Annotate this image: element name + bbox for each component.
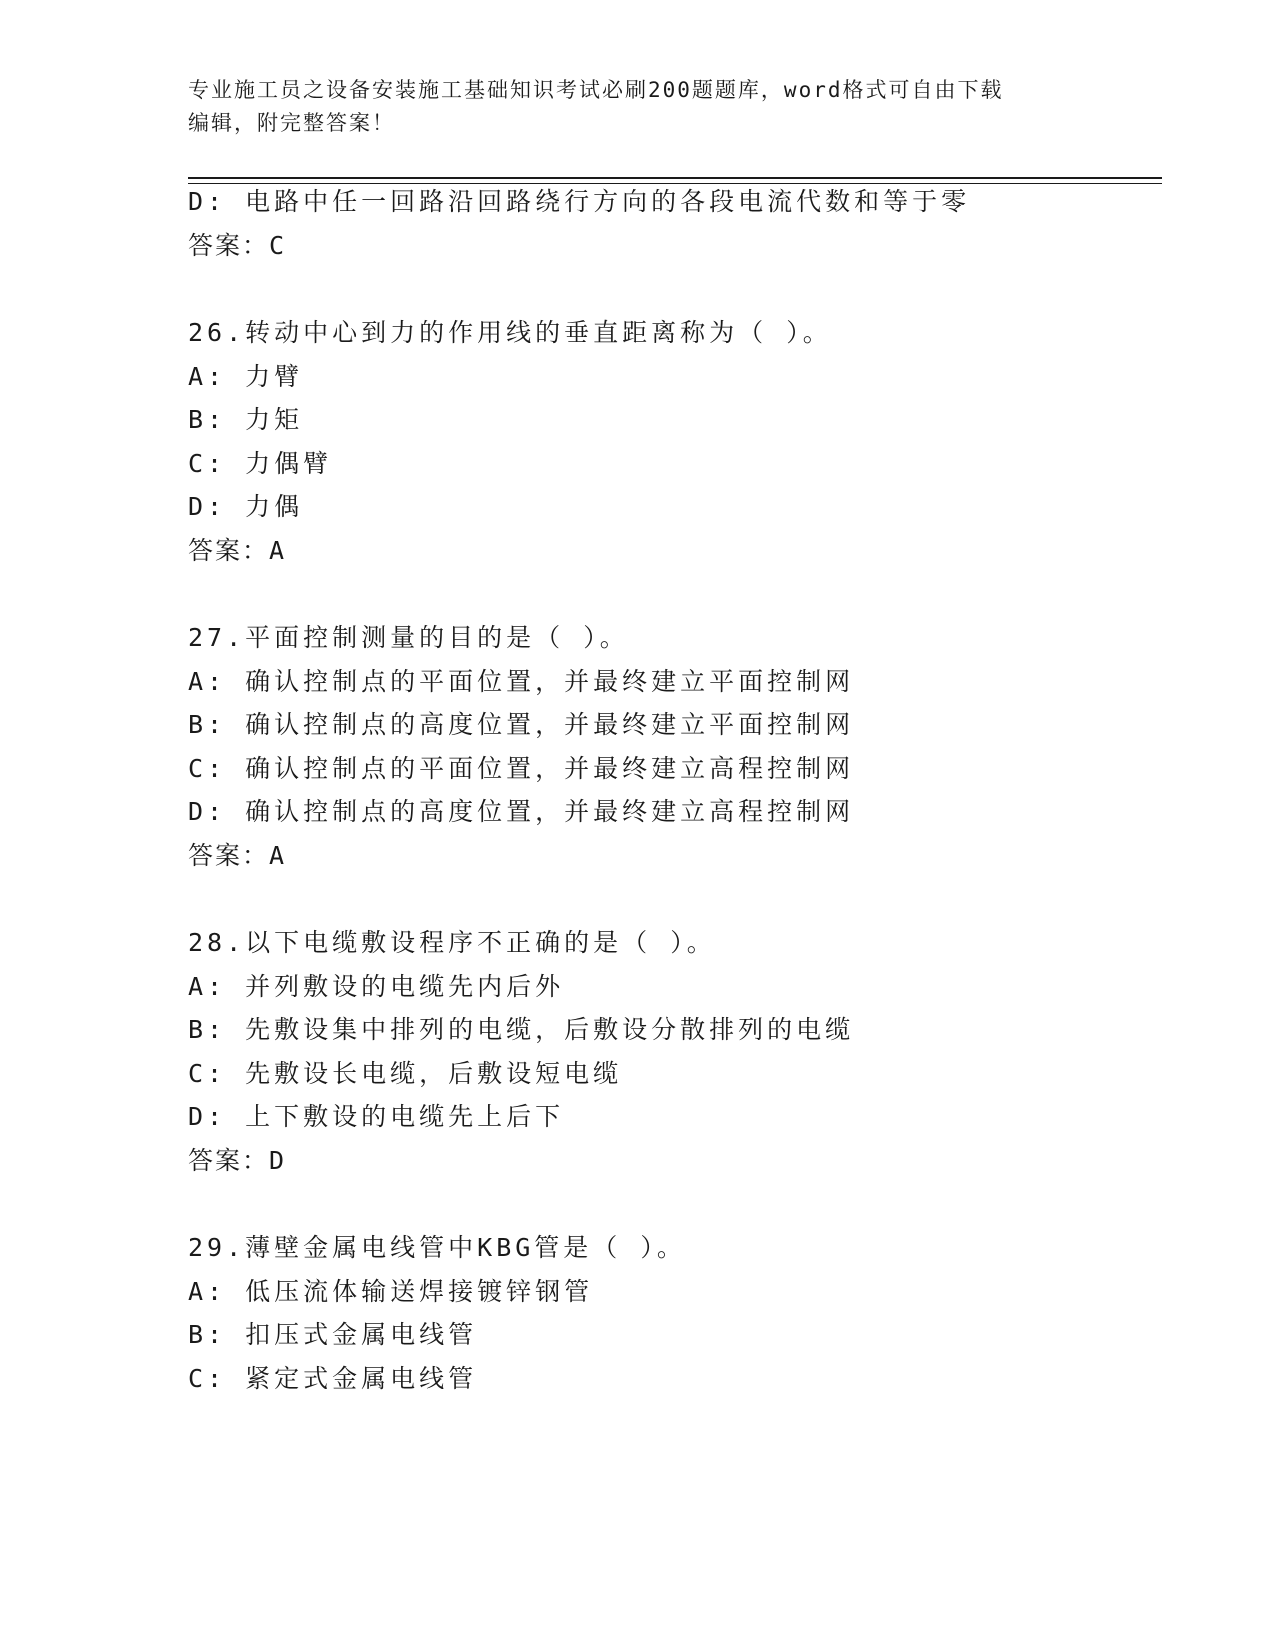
question-29-stem: 29.薄壁金属电线管中KBG管是（ ）。 <box>188 1233 686 1262</box>
header-divider-thick <box>188 177 1162 179</box>
question-28-option-d: D: 上下敷设的电缆先上后下 <box>188 1102 565 1131</box>
question-26-answer: 答案：A <box>188 536 287 565</box>
question-26-option-c: C: 力偶臂 <box>188 449 333 478</box>
prev-option-d: D: 电路中任一回路沿回路绕行方向的各段电流代数和等于零 <box>188 187 971 216</box>
question-26-option-b: B: 力矩 <box>188 405 304 434</box>
question-28-answer: 答案：D <box>188 1146 287 1175</box>
question-28-option-b: B: 先敷设集中排列的电缆，后敷设分散排列的电缆 <box>188 1015 855 1044</box>
question-27-answer: 答案：A <box>188 841 287 870</box>
header-divider-thin <box>188 183 1162 184</box>
question-29-option-b: B: 扣压式金属电线管 <box>188 1320 478 1349</box>
question-28-option-a: A: 并列敷设的电缆先内后外 <box>188 972 565 1001</box>
question-27-stem: 27.平面控制测量的目的是（ ）。 <box>188 623 629 652</box>
question-29-option-c: C: 紧定式金属电线管 <box>188 1364 478 1393</box>
document-header <box>188 74 1088 140</box>
question-29-option-a: A: 低压流体输送焊接镀锌钢管 <box>188 1277 594 1306</box>
question-27-option-b: B: 确认控制点的高度位置，并最终建立平面控制网 <box>188 710 855 739</box>
question-28-option-c: C: 先敷设长电缆，后敷设短电缆 <box>188 1059 623 1088</box>
question-26-option-a: A: 力臂 <box>188 362 304 391</box>
question-27-option-a: A: 确认控制点的平面位置，并最终建立平面控制网 <box>188 667 855 696</box>
header-title-line-2: 编辑，附完整答案！ <box>188 111 395 135</box>
question-26-stem: 26.转动中心到力的作用线的垂直距离称为（ ）。 <box>188 318 832 347</box>
question-26-option-d: D: 力偶 <box>188 492 304 521</box>
question-28-stem: 28.以下电缆敷设程序不正确的是（ ）。 <box>188 928 716 957</box>
prev-answer: 答案：C <box>188 231 287 260</box>
question-27-option-c: C: 确认控制点的平面位置，并最终建立高程控制网 <box>188 754 855 783</box>
question-27-option-d: D: 确认控制点的高度位置，并最终建立高程控制网 <box>188 797 855 826</box>
header-title-line-1: 专业施工员之设备安装施工基础知识考试必刷200题题库，word格式可自由下载 <box>188 78 1004 102</box>
